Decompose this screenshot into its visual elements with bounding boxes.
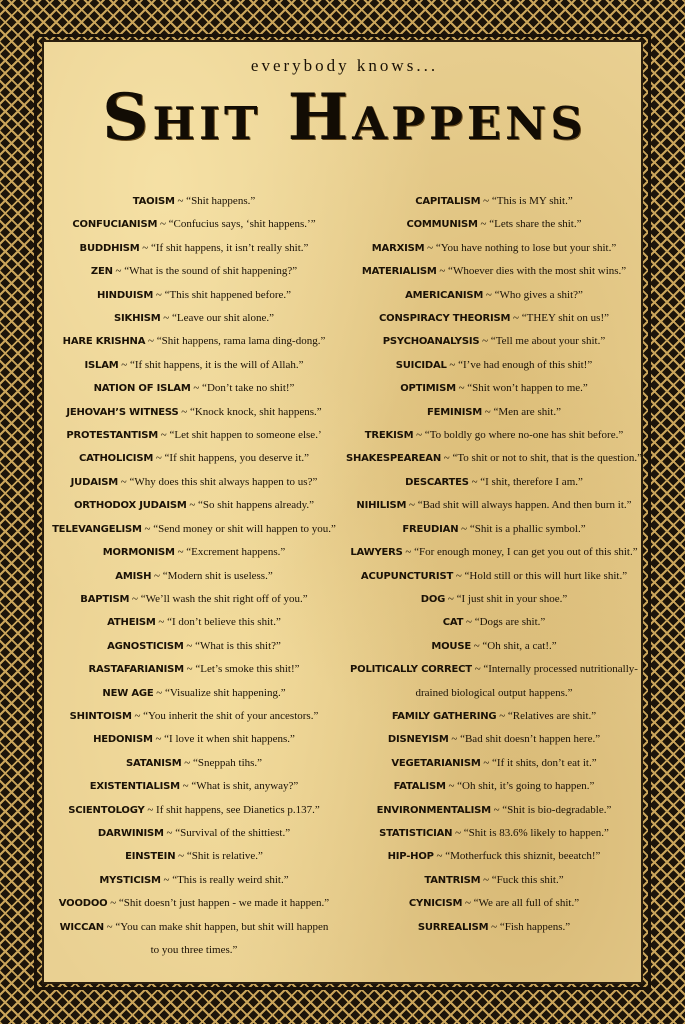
list-item — [44, 401, 344, 424]
list-item — [344, 447, 644, 470]
entry-quote: ~ If shit happens, see Dianetics p.137.” — [144, 803, 320, 816]
list-item — [44, 471, 344, 494]
entry-name: CAT — [442, 617, 464, 629]
entry-name: MORMONISM — [102, 547, 175, 559]
entry-quote: ~ “Modern shit is useless.” — [151, 569, 273, 582]
list-item — [344, 682, 644, 705]
list-item — [44, 354, 344, 377]
list-item — [44, 822, 344, 845]
entry-quote: ~ “Bad shit will always happen. And then burn it.” — [406, 499, 632, 512]
list-item — [44, 892, 344, 915]
entry-name: ORTHODOX JUDAISM — [73, 500, 187, 512]
parchment-panel — [42, 40, 643, 984]
list-item — [344, 471, 644, 494]
entry-name: SATANISM — [125, 757, 182, 769]
entry-name: BUDDHISM — [79, 242, 140, 254]
list-item — [344, 916, 644, 939]
entry-quote: ~ “Leave our shit alone.” — [160, 312, 274, 325]
list-item — [344, 237, 644, 260]
entry-quote: ~ “What is shit, anyway?” — [179, 780, 299, 793]
list-item — [344, 424, 644, 447]
list-item — [44, 284, 344, 307]
list-item — [44, 799, 344, 822]
entry-quote: ~ “Dogs are shit.” — [463, 616, 546, 629]
entry-name: MYSTICISM — [99, 874, 161, 886]
entry-name: WICCAN — [59, 921, 104, 933]
entry-quote: ~ “So shit happens already.” — [186, 499, 315, 512]
entry-name: ENVIRONMENTALISM — [376, 804, 491, 816]
entry-name: STATISTICIAN — [379, 827, 453, 839]
list-item — [44, 939, 344, 962]
entry-quote: ~ “Shit happens.” — [174, 195, 256, 207]
entry-name: SUICIDAL — [395, 359, 447, 371]
entry-quote: ~ “Visualize shit happening.” — [153, 686, 286, 699]
list-item — [344, 565, 644, 588]
list-item — [44, 611, 344, 634]
entry-name: CYNICISM — [408, 898, 463, 910]
entry-name: CATHOLICISM — [78, 453, 154, 465]
entry-quote: ~ “This is MY shit.” — [480, 195, 573, 207]
entry-name: CONFUCIANISM — [72, 219, 158, 231]
entry-quote: ~ “For enough money, I can get you out of this shit.” — [402, 546, 638, 559]
entry-quote: ~ “Don’t take no shit!” — [190, 382, 295, 395]
entry-name: DISNEYISM — [387, 734, 449, 746]
list-item — [44, 190, 344, 213]
entry-name: AGNOSTICISM — [107, 640, 184, 652]
entry-quote: ~ “I shit, therefore I am.” — [468, 475, 583, 488]
list-item — [344, 401, 644, 424]
list-item — [344, 635, 644, 658]
list-item — [344, 284, 644, 307]
list-item — [344, 330, 644, 353]
entry-quote: ~ “Let’s smoke this shit!” — [183, 663, 300, 676]
list-item — [44, 541, 344, 564]
entry-name: SHINTOISM — [69, 710, 132, 722]
entry-quote: ~ “If shit happens, it isn’t really shit.” — [139, 241, 309, 254]
list-item — [344, 307, 644, 330]
entry-quote: ~ “Hold still or this will hurt like shit.” — [453, 569, 628, 582]
entry-quote: ~ “Send money or shit will happen to you.” — [141, 522, 336, 535]
list-item — [44, 260, 344, 283]
entry-name: TELEVANGELISM — [52, 523, 142, 535]
entry-name: DESCARTES — [405, 476, 469, 488]
entry-quote: ~ “Oh shit, a cat!.” — [470, 639, 557, 652]
list-item — [44, 330, 344, 353]
entry-quote: ~ “Motherfuck this shiznit, beeatch!” — [433, 850, 601, 863]
entry-quote: ~ “Shit is 83.6% likely to happen.” — [452, 826, 609, 839]
entry-quote: ~ “Shit happens, rama lama ding-dong.” — [145, 335, 326, 348]
entry-name: AMERICANISM — [405, 289, 484, 301]
entry-name: ACUPUNCTURIST — [360, 570, 454, 582]
entry-quote: ~ “Fish happens.” — [488, 920, 571, 933]
entry-quote: ~ “Knock knock, shit happens.” — [178, 405, 322, 418]
entry-quote: ~ “I’ve had enough of this shit!” — [446, 358, 593, 371]
entry-quote: ~ “Fuck this shit.” — [480, 873, 564, 886]
entry-name: JUDAISM — [70, 476, 119, 488]
entry-quote: ~ “If shit happens, it is the will of Allah.” — [118, 358, 304, 371]
entry-quote: ~ “If shit happens, you deserve it.” — [153, 452, 310, 465]
entry-quote: ~ “You have nothing to lose but your shit.” — [424, 241, 617, 254]
list-item — [344, 377, 644, 400]
list-item — [44, 682, 344, 705]
entry-name: CAPITALISM — [415, 196, 481, 207]
entry-quote: ~ “We are all full of shit.” — [462, 897, 580, 910]
entry-name: FAMILY GATHERING — [391, 710, 497, 722]
entry-quote: ~ “Sneppah tihs.” — [181, 756, 263, 769]
entry-name: FREUDIAN — [402, 523, 459, 535]
list-item — [44, 752, 344, 775]
entry-name: DARWINISM — [97, 827, 164, 839]
entry-quote: ~ “Shit is relative.” — [175, 850, 263, 863]
list-item — [344, 799, 644, 822]
entry-quote: ~ “Shit won’t happen to me.” — [455, 382, 588, 395]
list-item — [44, 518, 344, 541]
entry-name: PROTESTANTISM — [66, 430, 159, 442]
entry-name: NIHILISM — [356, 500, 407, 512]
entry-quote: ~ “Bad shit doesn’t happen here.” — [448, 733, 601, 746]
entry-quote: ~ “Tell me about your shit.” — [479, 335, 606, 348]
entry-quote: ~ “I love it when shit happens.” — [152, 733, 295, 746]
entry-name: EINSTEIN — [125, 851, 176, 863]
entry-quote: ~ “Let shit happen to someone else.’ — [158, 429, 322, 442]
entry-quote: ~ “Internally processed nutritionally- — [471, 663, 638, 676]
entry-quote: ~ “Oh shit, it’s going to happen.” — [445, 780, 595, 793]
entry-name: ATHEISM — [107, 617, 156, 629]
entry-name: NATION OF ISLAM — [93, 383, 191, 395]
entry-name: MARXISM — [371, 242, 425, 254]
entry-quote: ~ “THEY shit on us!” — [510, 312, 609, 325]
list-item — [44, 307, 344, 330]
list-item — [344, 260, 644, 283]
list-item — [344, 892, 644, 915]
entry-quote: ~ “Lets share the shit.” — [477, 218, 582, 231]
entry-name: HARE KRISHNA — [62, 336, 146, 348]
list-item — [344, 822, 644, 845]
entry-name: TAOISM — [132, 196, 175, 207]
entry-name: SCIENTOLOGY — [68, 804, 145, 816]
entry-name: ZEN — [90, 266, 113, 278]
entry-name: POLITICALLY CORRECT — [350, 664, 472, 676]
entry-name: SIKHISM — [114, 313, 161, 325]
list-item — [44, 775, 344, 798]
list-item — [344, 705, 644, 728]
entry-quote: ~ “This is really weird shit.” — [160, 873, 289, 886]
entry-name: FATALISM — [393, 781, 446, 793]
entry-name: LAWYERS — [350, 547, 403, 559]
entry-name: TANTRISM — [424, 874, 481, 886]
list-item — [44, 658, 344, 681]
entry-name: OPTIMISM — [400, 383, 456, 395]
left-column — [44, 190, 344, 962]
entry-name: SHAKESPEAREAN — [345, 453, 441, 465]
list-item — [44, 213, 344, 236]
entry-quote: ~ “I don’t believe this shit.” — [155, 616, 281, 629]
entry-name: MATERIALISM — [361, 266, 437, 278]
list-item — [344, 869, 644, 892]
list-item — [44, 377, 344, 400]
list-item — [44, 588, 344, 611]
list-item — [344, 213, 644, 236]
entry-quote: ~ “We’ll wash the shit right off of you.” — [129, 592, 308, 605]
entry-quote: ~ “Men are shit.” — [482, 405, 561, 418]
entry-quote: ~ “You inherit the shit of your ancestors.” — [131, 709, 319, 722]
entry-quote: ~ “Shit is a phallic symbol.” — [458, 522, 586, 535]
list-item — [344, 190, 644, 213]
list-item — [344, 752, 644, 775]
entry-quote: ~ “This shit happened before.” — [153, 288, 292, 301]
entry-name: FEMINISM — [427, 406, 483, 418]
entry-quote: to you three times.” — [150, 944, 238, 956]
entry-name: AMISH — [115, 570, 152, 582]
entry-name: COMMUNISM — [406, 219, 478, 231]
list-item — [344, 541, 644, 564]
entry-quote: ~ “Confucius says, ‘shit happens.’” — [157, 218, 316, 231]
entry-quote: ~ “If it shits, don’t eat it.” — [480, 756, 597, 769]
entry-quote: ~ “Shit doesn’t just happen - we made it happen.” — [107, 897, 330, 910]
entry-name: EXISTENTIALISM — [89, 781, 180, 793]
entry-quote: ~ “Relatives are shit.” — [496, 709, 597, 722]
entry-name: CONSPIRACY THEORISM — [379, 313, 511, 325]
entry-quote: ~ “You can make shit happen, but shit will happen — [103, 920, 329, 933]
entry-name: DOG — [420, 593, 446, 605]
entry-quote: ~ “Whoever dies with the most shit wins.” — [436, 265, 627, 278]
list-item — [44, 494, 344, 517]
list-item — [44, 728, 344, 751]
kicker-text: everybody knows... — [250, 56, 439, 75]
list-item — [44, 565, 344, 588]
list-item — [44, 845, 344, 868]
entry-name: SURREALISM — [417, 921, 489, 933]
entry-quote: ~ “What is this shit?” — [183, 639, 281, 652]
entry-name: HEDONISM — [93, 734, 153, 746]
list-item — [44, 635, 344, 658]
list-item — [344, 494, 644, 517]
entry-name: PSYCHOANALYSIS — [382, 336, 480, 348]
entry-name: TREKISM — [364, 430, 414, 442]
entry-name: HINDUISM — [96, 289, 154, 301]
entry-quote: ~ “Why does this shit always happen to us?” — [118, 475, 318, 488]
list-item — [344, 611, 644, 634]
entry-quote: drained biological output happens.” — [415, 686, 573, 699]
list-item — [44, 424, 344, 447]
list-item — [44, 916, 344, 939]
list-item — [44, 705, 344, 728]
entry-quote: ~ “To boldly go where no-one has shit before.” — [413, 429, 624, 442]
poster-title: Shit Happens — [102, 80, 587, 155]
list-item — [344, 775, 644, 798]
entry-quote: ~ “I just shit in your shoe.” — [445, 592, 568, 605]
entry-quote: ~ “Survival of the shittiest.” — [163, 826, 291, 839]
entry-quote: ~ “To shit or not to shit, that is the question.” — [441, 452, 643, 465]
entry-quote: ~ “Who gives a shit?” — [483, 288, 583, 301]
list-item — [344, 658, 644, 681]
list-item — [344, 728, 644, 751]
right-column — [344, 190, 644, 939]
entry-name: BAPTISM — [80, 593, 130, 605]
entry-name: JEHOVAH’S WITNESS — [66, 406, 179, 418]
entry-name: RASTAFARIANISM — [88, 664, 184, 676]
entry-name: VEGETARIANISM — [391, 757, 481, 769]
list-item — [44, 869, 344, 892]
entry-name: NEW AGE — [102, 687, 154, 699]
entry-name: HIP-HOP — [387, 851, 434, 863]
list-item — [344, 588, 644, 611]
entry-quote: ~ “Shit is bio-degradable.” — [490, 803, 612, 816]
list-item — [344, 845, 644, 868]
list-item — [344, 354, 644, 377]
entry-name: VOODOO — [58, 898, 108, 910]
entry-quote: ~ “Excrement happens.” — [174, 546, 286, 559]
list-item — [44, 447, 344, 470]
list-item — [344, 518, 644, 541]
entry-name: ISLAM — [84, 359, 119, 371]
entry-name: MOUSE — [431, 640, 471, 652]
list-item — [44, 237, 344, 260]
entry-quote: ~ “What is the sound of shit happening?” — [112, 265, 298, 278]
